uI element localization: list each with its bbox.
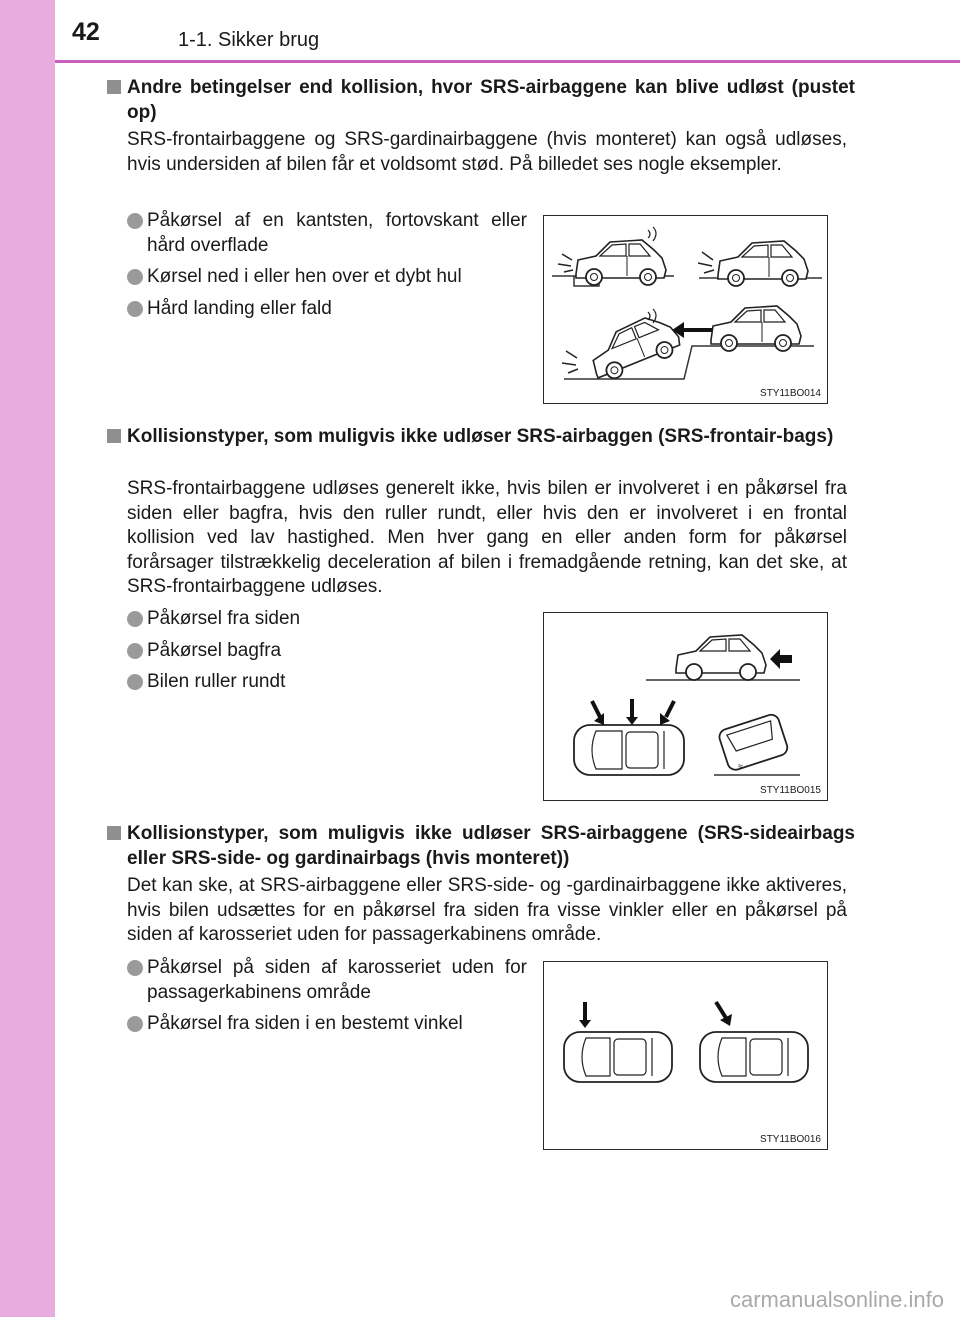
list-item xyxy=(127,607,527,632)
list-item-text: Bilen ruller rundt xyxy=(147,671,286,692)
round-bullet-icon xyxy=(127,611,143,627)
square-bullet-icon xyxy=(107,429,121,443)
round-bullet-icon xyxy=(127,643,143,659)
figure-code: STY11BO014 xyxy=(760,388,821,399)
page-sidebar-tab xyxy=(0,0,55,1317)
square-bullet-icon xyxy=(107,826,121,840)
figure-side-rear-rollover xyxy=(543,612,828,801)
section-paragraph: SRS-frontairbaggene og SRS-gardinairbaggene (hvis monteret) kan også udløses, hvis undersiden af bilen får et voldsomt stød. På billedet ses nogle eksempler. xyxy=(127,129,847,175)
underbody-impact-illustration xyxy=(544,216,827,403)
chapter-title: 1-1. Sikker brug xyxy=(178,29,320,51)
section-heading-text: Andre betingelser end kollision, hvor SRS-airbaggene kan blive udløst (pustet op) xyxy=(127,77,855,123)
round-bullet-icon xyxy=(127,213,143,229)
square-bullet-icon xyxy=(107,80,121,94)
section-heading-text: Kollisionstyper, som muligvis ikke udløser SRS-airbaggen (SRS-frontair-bags) xyxy=(127,426,834,447)
round-bullet-icon xyxy=(127,301,143,317)
figure-code: STY11BO016 xyxy=(760,1134,821,1145)
list-item-text: Kørsel ned i eller hen over et dybt hul xyxy=(147,266,462,287)
figure-side-angle-impact xyxy=(543,961,828,1150)
list-item xyxy=(127,639,527,664)
side-angle-impact-illustration xyxy=(544,962,827,1149)
list-item xyxy=(127,265,527,290)
page-number: 42 xyxy=(72,18,100,46)
list-item xyxy=(127,1012,527,1037)
list-item xyxy=(127,670,527,695)
list-item-text: Påkørsel fra siden xyxy=(147,608,301,629)
round-bullet-icon xyxy=(127,674,143,690)
list-item xyxy=(127,956,527,1005)
watermark: carmanualsonline.info xyxy=(729,1287,944,1312)
side-rear-rollover-illustration xyxy=(544,613,827,800)
section-paragraph: Det kan ske, at SRS-airbaggene eller SRS-side- og -gardinairbaggene ikke aktiveres, hvis bilen udsættes for en påkørsel fra siden fra visse vinkler eller en påkørsel på siden af karosseriet uden for passagerkabinens område. xyxy=(127,875,847,945)
round-bullet-icon xyxy=(127,960,143,976)
round-bullet-icon xyxy=(127,269,143,285)
list-item-text: Hård landing eller fald xyxy=(147,298,332,319)
section-heading xyxy=(107,821,855,871)
list-item-text: Påkørsel bagfra xyxy=(147,640,282,661)
svg-text:≈: ≈ xyxy=(738,761,743,771)
section-paragraph: SRS-frontairbaggene udløses generelt ikke, hvis bilen er involveret i en påkørsel fra siden eller bagfra, hvis den ruller rundt, eller hvis den er involveret i en frontal kollision ved lav hastighed. Men hver gang en eller anden form for påkørsel forårsager tilstrækkelig deceleration af bilen i fremadgående retning, kan det ske, at SRS-frontairbaggene udløses. xyxy=(127,478,847,597)
list-item xyxy=(127,297,527,322)
section-heading xyxy=(107,75,855,125)
header-divider xyxy=(55,60,960,63)
section-heading xyxy=(107,424,855,449)
list-item-text: Påkørsel af en kantsten, fortovskant eller hård overflade xyxy=(147,210,527,256)
list-item xyxy=(127,209,527,258)
figure-code: STY11BO015 xyxy=(760,785,821,796)
list-item-text: Påkørsel på siden af karosseriet uden for passagerkabinens område xyxy=(147,957,527,1003)
section-heading-text: Kollisionstyper, som muligvis ikke udløser SRS-airbaggene (SRS-sideairbags eller SRS-side- og gardinairbags (hvis monteret)) xyxy=(127,823,855,869)
figure-underbody-impact xyxy=(543,215,828,404)
round-bullet-icon xyxy=(127,1016,143,1032)
list-item-text: Påkørsel fra siden i en bestemt vinkel xyxy=(147,1013,463,1034)
